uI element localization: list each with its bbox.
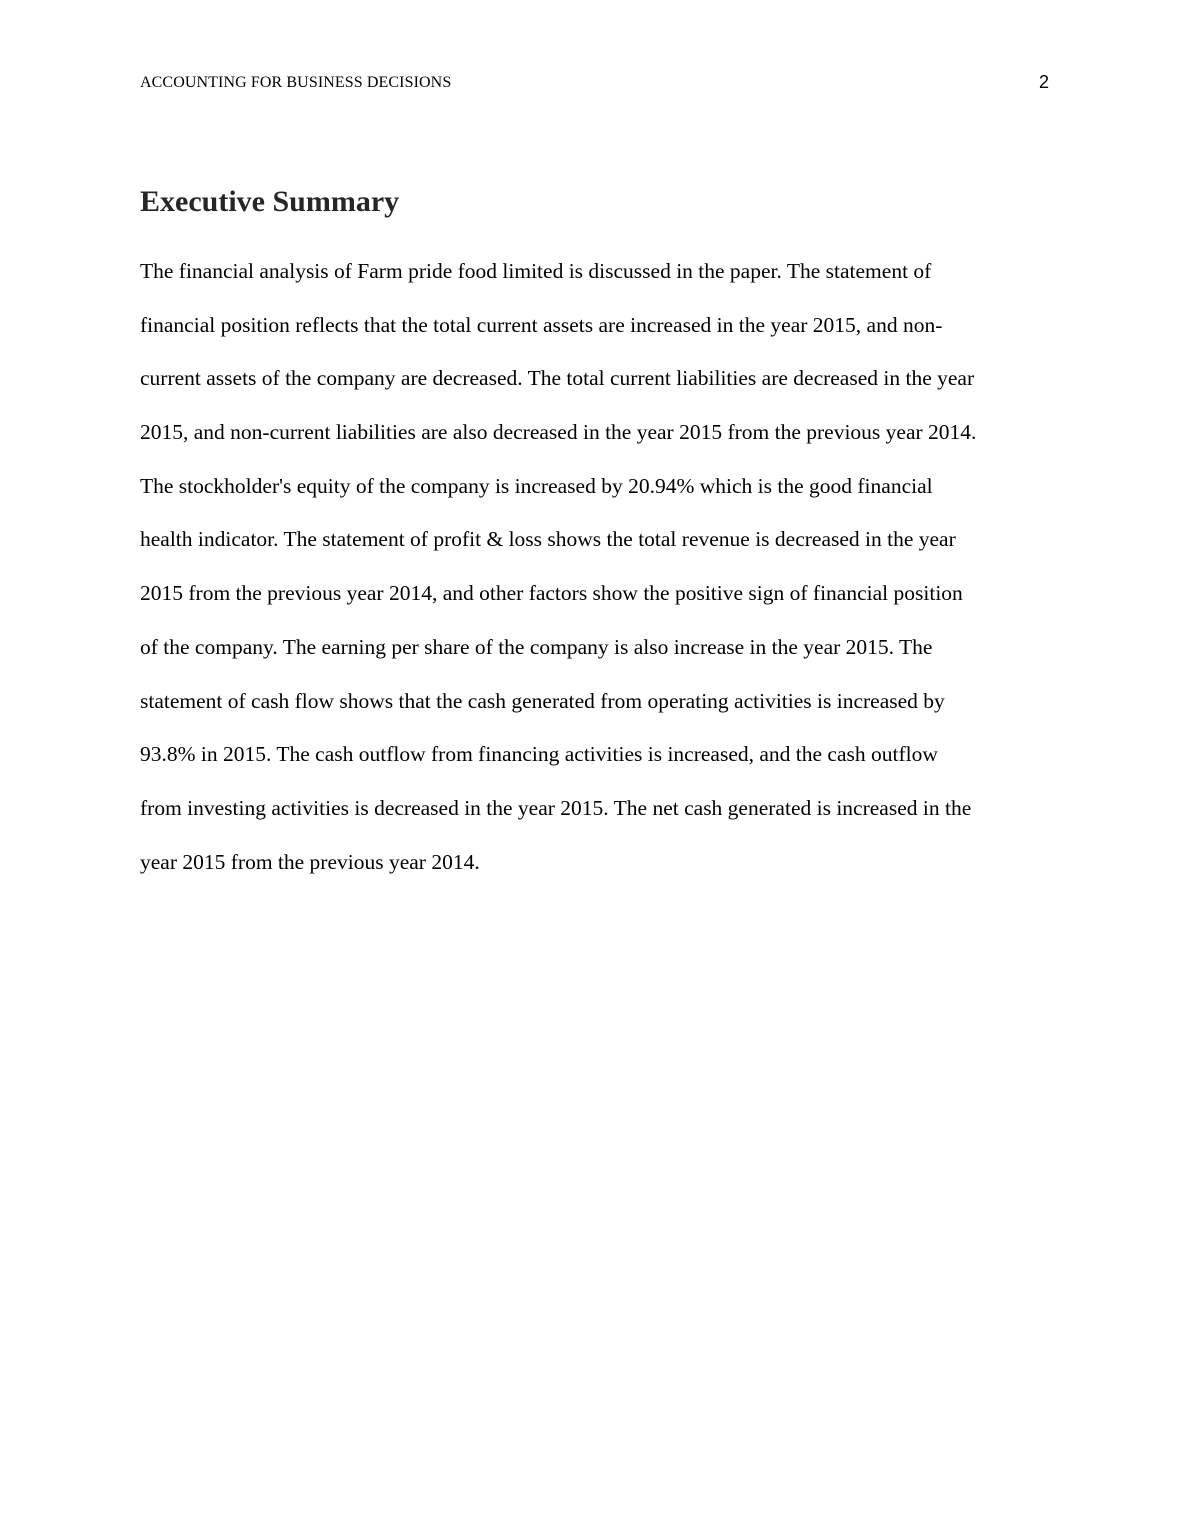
section-heading: Executive Summary — [140, 185, 400, 218]
paragraph-line: health indicator. The statement of profit & loss shows the total revenue is decreased in the year — [140, 527, 956, 552]
paragraph-line: The stockholder's equity of the company is increased by 20.94% which is the good financial — [140, 473, 933, 498]
running-head: ACCOUNTING FOR BUSINESS DECISIONS — [140, 74, 452, 91]
paragraph-line: financial position reflects that the total current assets are increased in the year 2015, and non- — [140, 312, 943, 337]
paragraph-line: 93.8% in 2015. The cash outflow from financing activities is increased, and the cash outflow — [140, 742, 938, 767]
page-number: 2 — [1038, 72, 1049, 92]
paragraph-line: from investing activities is decreased in the year 2015. The net cash generated is increased in the — [140, 795, 972, 820]
paragraph-line: current assets of the company are decreased. The total current liabilities are decreased in the year — [140, 366, 975, 391]
paragraph-line: year 2015 from the previous year 2014. — [140, 849, 480, 874]
paragraph-line: The financial analysis of Farm pride food limited is discussed in the paper. The statement of — [140, 259, 932, 283]
paragraph-line: 2015, and non-current liabilities are also decreased in the year 2015 from the previous year 2014. — [140, 420, 977, 445]
paragraph-line: statement of cash flow shows that the cash generated from operating activities is increased by — [140, 688, 945, 713]
executive-summary-paragraph — [140, 245, 1060, 889]
paragraph-line: 2015 from the previous year 2014, and other factors show the positive sign of financial position — [140, 581, 963, 606]
paragraph-line: of the company. The earning per share of the company is also increase in the year 2015. The — [140, 634, 933, 659]
